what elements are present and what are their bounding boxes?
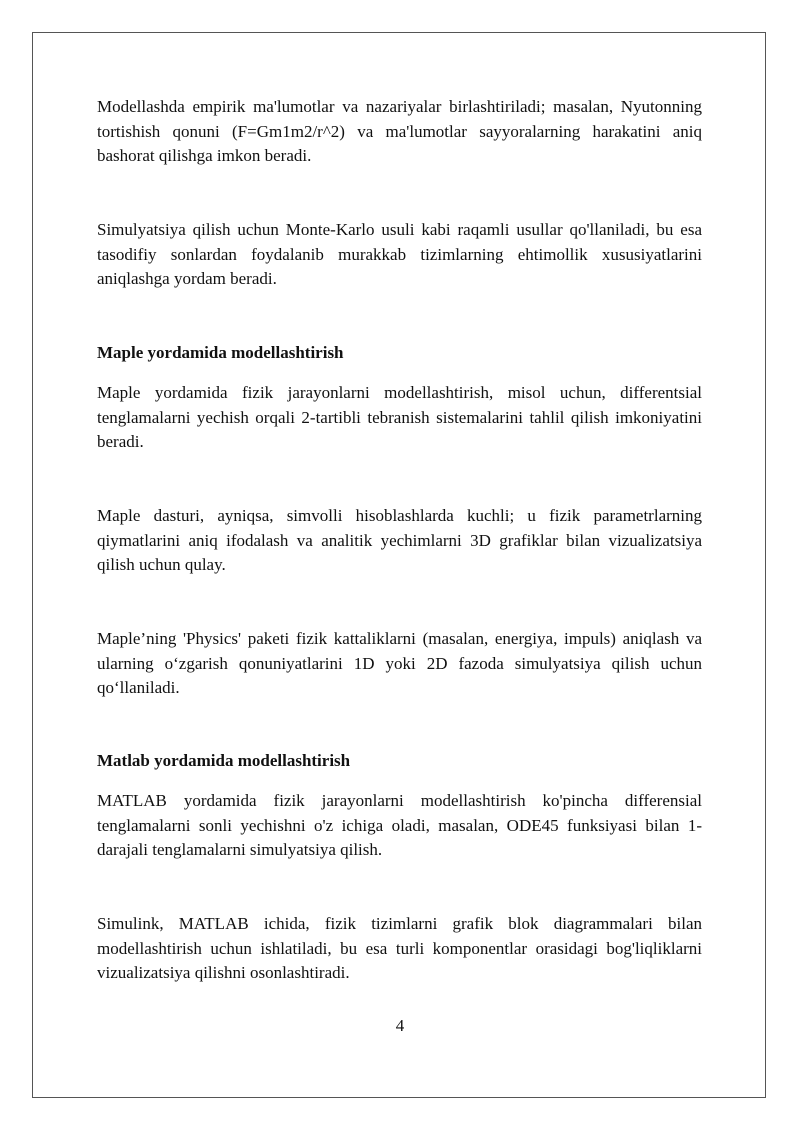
- paragraph-maple-2: Maple dasturi, ayniqsa, simvolli hisoblashlarda kuchli; u fizik parametrlarning qiymatlarini aniq ifodalash va analitik yechimlarni 3D grafiklar bilan vizualizatsiya qilish uchun qulay.: [97, 506, 702, 574]
- heading-maple: Maple yordamida modellashtirish: [97, 343, 344, 362]
- paragraph-monte-carlo: Simulyatsiya qilish uchun Monte-Karlo usuli kabi raqamli usullar qo'llaniladi, bu esa tasodifiy sonlardan foydalanib murakkab tizimlarning ehtimollik xususiyatlarini aniqlashga yordam beradi.: [97, 220, 702, 288]
- heading-matlab: Matlab yordamida modellashtirish: [97, 751, 351, 770]
- paragraph-matlab-1: MATLAB yordamida fizik jarayonlarni modellashtirish ko'pincha differensial tenglamalarni sonli yechishni o'z ichiga oladi, masalan, ODE45 funksiyasi bilan 1-darajali tenglamalarni simulyatsiya qilish.: [97, 791, 702, 859]
- paragraph-maple-3: Maple’ning 'Physics' paketi fizik kattaliklarni (masalan, energiya, impuls) aniqlash va ularning o‘zgarish qonuniyatlarini 1D yoki 2D fazoda simulyatsiya qilish uchun qo‘llaniladi.: [97, 629, 702, 697]
- paragraph-empirical-models: Modellashda empirik ma'lumotlar va nazariyalar birlashtiriladi; masalan, Nyutonning tortishish qonuni (F=Gm1m2/r^2) va ma'lumotlar sayyoralarning harakatini aniq bashorat qilishga imkon beradi.: [97, 97, 702, 165]
- paragraph-maple-1: Maple yordamida fizik jarayonlarni modellashtirish, misol uchun, differentsial tenglamalarni yechish orqali 2-tartibli tebranish sistemalarini tahlil qilish imkoniyatini beradi.: [97, 383, 702, 451]
- paragraph-matlab-2: Simulink, MATLAB ichida, fizik tizimlarni grafik blok diagrammalari bilan modellashtirish uchun ishlatiladi, bu esa turli komponentlar orasidagi bog'liqliklarni vizualizatsiya qilishni osonlashtiradi.: [97, 914, 702, 982]
- page-number: 4: [395, 1016, 405, 1035]
